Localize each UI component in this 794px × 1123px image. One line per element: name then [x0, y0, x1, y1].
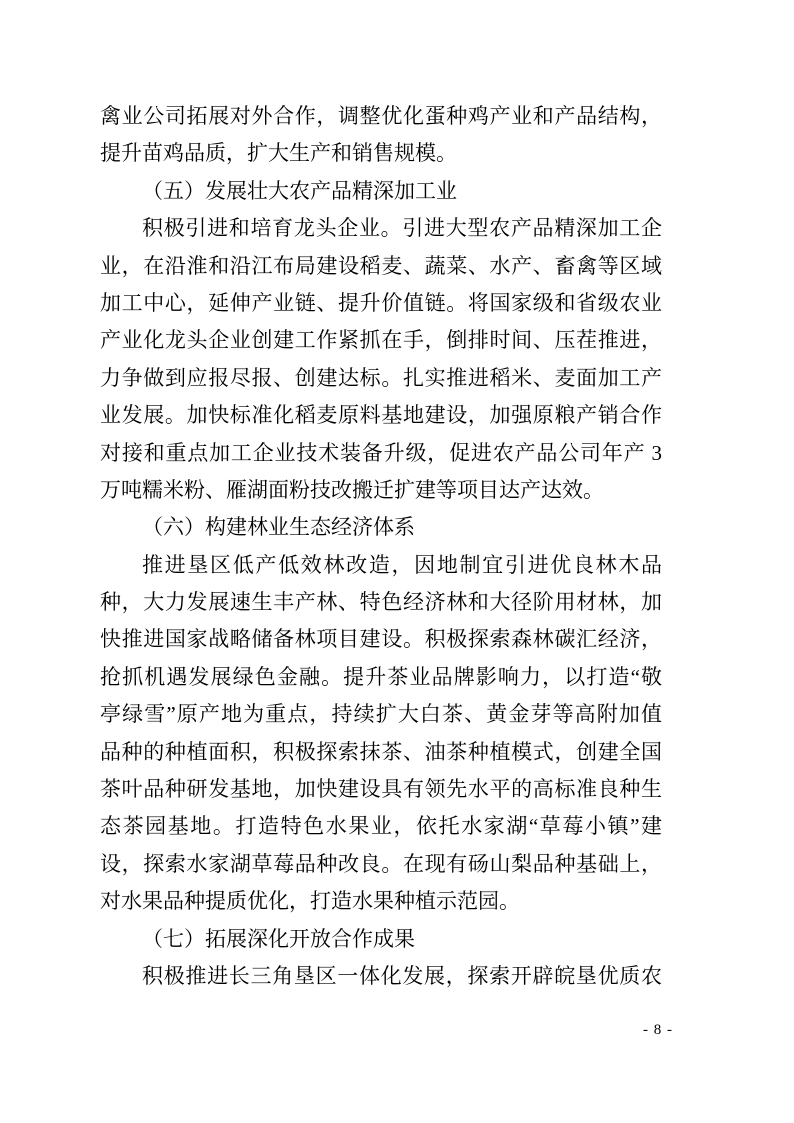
heading-section-5 [100, 173, 662, 210]
text-line: 提升苗鸡品质，扩大生产和销售规模。 [100, 141, 457, 166]
paragraph-poultry-continuation [100, 98, 662, 173]
text-line: 快推进国家战略储备林项目建设。积极探索森林碳汇经济， [100, 627, 662, 652]
text-line: 业发展。加快标准化稻麦原料基地建设，加强原粮产销合作 [100, 403, 662, 428]
text-line: 禽业公司拓展对外合作，调整优化蛋种鸡产业和产品结构， [100, 104, 662, 128]
text-line: 亭绿雪”原产地为重点，持续扩大白茶、黄金芽等高附加值 [100, 702, 662, 727]
heading-section-6 [100, 509, 662, 546]
text-line: 万吨糯米粉、雁湖面粉技改搬迁扩建等项目达产达效。 [100, 477, 604, 502]
paragraph-section-7-body [100, 958, 662, 995]
page-number: - 8 - [643, 1022, 673, 1038]
text-line: 力争做到应报尽报、创建达标。扎实推进稻米、麦面加工产 [100, 365, 662, 390]
text-line: 产业化龙头企业创建工作紧抓在手，倒排时间、压茬推进， [100, 328, 662, 353]
heading-line: （六）构建林业生态经济体系 [142, 515, 415, 540]
document-text-block [100, 98, 662, 995]
text-line: 态茶园基地。打造特色水果业，依托水家湖“草莓小镇”建 [100, 814, 662, 839]
heading-line: （五）发展壮大农产品精深加工业 [142, 178, 457, 203]
heading-section-7 [100, 921, 662, 958]
text-line: 积极推进长三角垦区一体化发展，探索开辟皖垦优质农 [142, 963, 662, 988]
text-line: 加工中心，延伸产业链、提升价值链。将国家级和省级农业 [100, 290, 662, 315]
paragraph-section-6-body [100, 547, 662, 921]
text-line: 对接和重点加工企业技术装备升级，促进农产品公司年产 3 [100, 440, 662, 465]
text-line: 积极引进和培育龙头企业。引进大型农产品精深加工企 [142, 216, 662, 241]
paragraph-section-5-body [100, 210, 662, 509]
text-line: 业，在沿淮和沿江布局建设稻麦、蔬菜、水产、畜禽等区域 [100, 253, 662, 278]
text-line: 推进垦区低产低效林改造，因地制宜引进优良林木品 [142, 552, 662, 577]
text-line: 茶叶品种研发基地，加快建设具有领先水平的高标准良种生 [100, 777, 662, 802]
text-line: 品种的种植面积，积极探索抹茶、油茶种植模式，创建全国 [100, 739, 662, 764]
text-line: 种，大力发展速生丰产林、特色经济林和大径阶用材林，加 [100, 590, 662, 615]
heading-line: （七）拓展深化开放合作成果 [142, 926, 415, 951]
text-line: 对水果品种提质优化，打造水果种植示范园。 [100, 889, 520, 914]
text-line: 抢抓机遇发展绿色金融。提升茶业品牌影响力，以打造“敬 [100, 664, 662, 689]
text-line: 设，探索水家湖草莓品种改良。在现有砀山梨品种基础上， [100, 851, 662, 876]
